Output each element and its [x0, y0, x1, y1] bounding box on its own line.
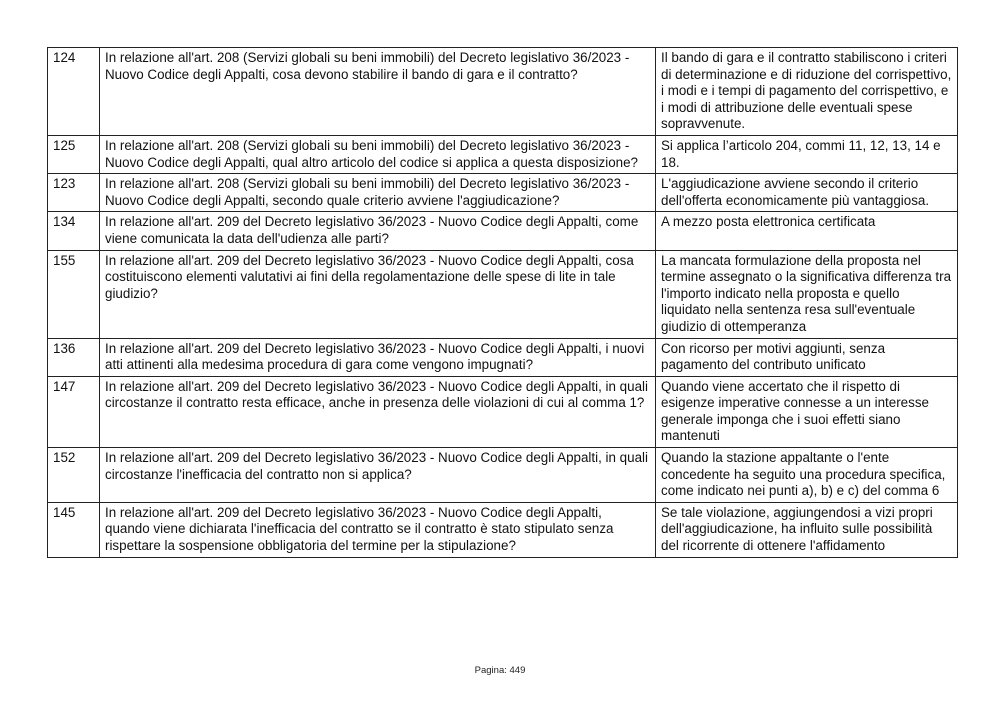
answer-text: L'aggiudicazione avviene secondo il criterio dell'offerta economicamente più vantaggiosa.: [656, 174, 958, 212]
question-text: In relazione all'art. 209 del Decreto legislativo 36/2023 - Nuovo Codice degli Appalti, cosa costituiscono elementi valutativi ai fini della regolamentazione delle spese di lite in tale giudizio?: [100, 250, 656, 338]
question-text: In relazione all'art. 209 del Decreto legislativo 36/2023 - Nuovo Codice degli Appalti, quando viene dichiarata l'inefficacia del contratto se il contratto è stato stipulato senza rispettare la sospensione obbligatoria del termine per la stipulazione?: [100, 502, 656, 557]
table-row: [48, 502, 958, 557]
question-text: In relazione all'art. 209 del Decreto legislativo 36/2023 - Nuovo Codice degli Appalti, in quali circostanze il contratto resta efficace, anche in presenza delle violazioni di cui al comma 1?: [100, 376, 656, 447]
answer-text: Se tale violazione, aggiungendosi a vizi propri dell'aggiudicazione, ha influito sulle possibilità del ricorrente di ottenere l'affidamento: [656, 502, 958, 557]
question-number: 155: [48, 250, 100, 338]
question-text: In relazione all'art. 208 (Servizi globali su beni immobili) del Decreto legislativo 36/2023 - Nuovo Codice degli Appalti, cosa devono stabilire il bando di gara e il contratto?: [100, 48, 656, 136]
answer-text: Si applica l’articolo 204, commi 11, 12, 13, 14 e 18.: [656, 135, 958, 173]
answer-text: Con ricorso per motivi aggiunti, senza pagamento del contributo unificato: [656, 338, 958, 376]
question-number: 136: [48, 338, 100, 376]
question-number: 147: [48, 376, 100, 447]
question-text: In relazione all'art. 208 (Servizi globali su beni immobili) del Decreto legislativo 36/2023 - Nuovo Codice degli Appalti, qual altro articolo del codice si applica a questa disposizione?: [100, 135, 656, 173]
table-row: [48, 448, 958, 503]
table-row: [48, 212, 958, 250]
answer-text: Quando la stazione appaltante o l'ente concedente ha seguito una procedura specifica, come indicato nei punti a), b) e c) del comma 6: [656, 448, 958, 503]
answer-text: A mezzo posta elettronica certificata: [656, 212, 958, 250]
question-text: In relazione all'art. 209 del Decreto legislativo 36/2023 - Nuovo Codice degli Appalti, come viene comunicata la data dell'udienza alle parti?: [100, 212, 656, 250]
answer-text: Quando viene accertato che il rispetto di esigenze imperative connesse a un interesse generale imponga che i suoi effetti siano mantenuti: [656, 376, 958, 447]
question-text: In relazione all'art. 208 (Servizi globali su beni immobili) del Decreto legislativo 36/2023 - Nuovo Codice degli Appalti, secondo quale criterio avviene l'aggiudicazione?: [100, 174, 656, 212]
table-row: [48, 174, 958, 212]
answer-text: Il bando di gara e il contratto stabiliscono i criteri di determinazione e di riduzione del corrispettivo, i modi e i tempi di pagamento del corrispettivo, e i modi di attribuzione delle eventuali spese sopravvenute.: [656, 48, 958, 136]
question-text: In relazione all'art. 209 del Decreto legislativo 36/2023 - Nuovo Codice degli Appalti, in quali circostanze l'inefficacia del contratto non si applica?: [100, 448, 656, 503]
table-row: [48, 338, 958, 376]
table-row: [48, 376, 958, 447]
question-number: 145: [48, 502, 100, 557]
question-number: 152: [48, 448, 100, 503]
table-row: [48, 48, 958, 136]
table-row: [48, 135, 958, 173]
question-number: 124: [48, 48, 100, 136]
question-number: 125: [48, 135, 100, 173]
question-number: 123: [48, 174, 100, 212]
page-number: Pagina: 449: [474, 665, 526, 676]
answer-text: La mancata formulazione della proposta nel termine assegnato o la significativa differenza tra l'importo indicato nella proposta e quello liquidato nella sentenza resa sull'eventuale giudizio di ottemperanza: [656, 250, 958, 338]
question-number: 134: [48, 212, 100, 250]
qa-table: [47, 47, 958, 558]
table-row: [48, 250, 958, 338]
question-text: In relazione all'art. 209 del Decreto legislativo 36/2023 - Nuovo Codice degli Appalti, i nuovi atti attinenti alla medesima procedura di gara come vengono impugnati?: [100, 338, 656, 376]
